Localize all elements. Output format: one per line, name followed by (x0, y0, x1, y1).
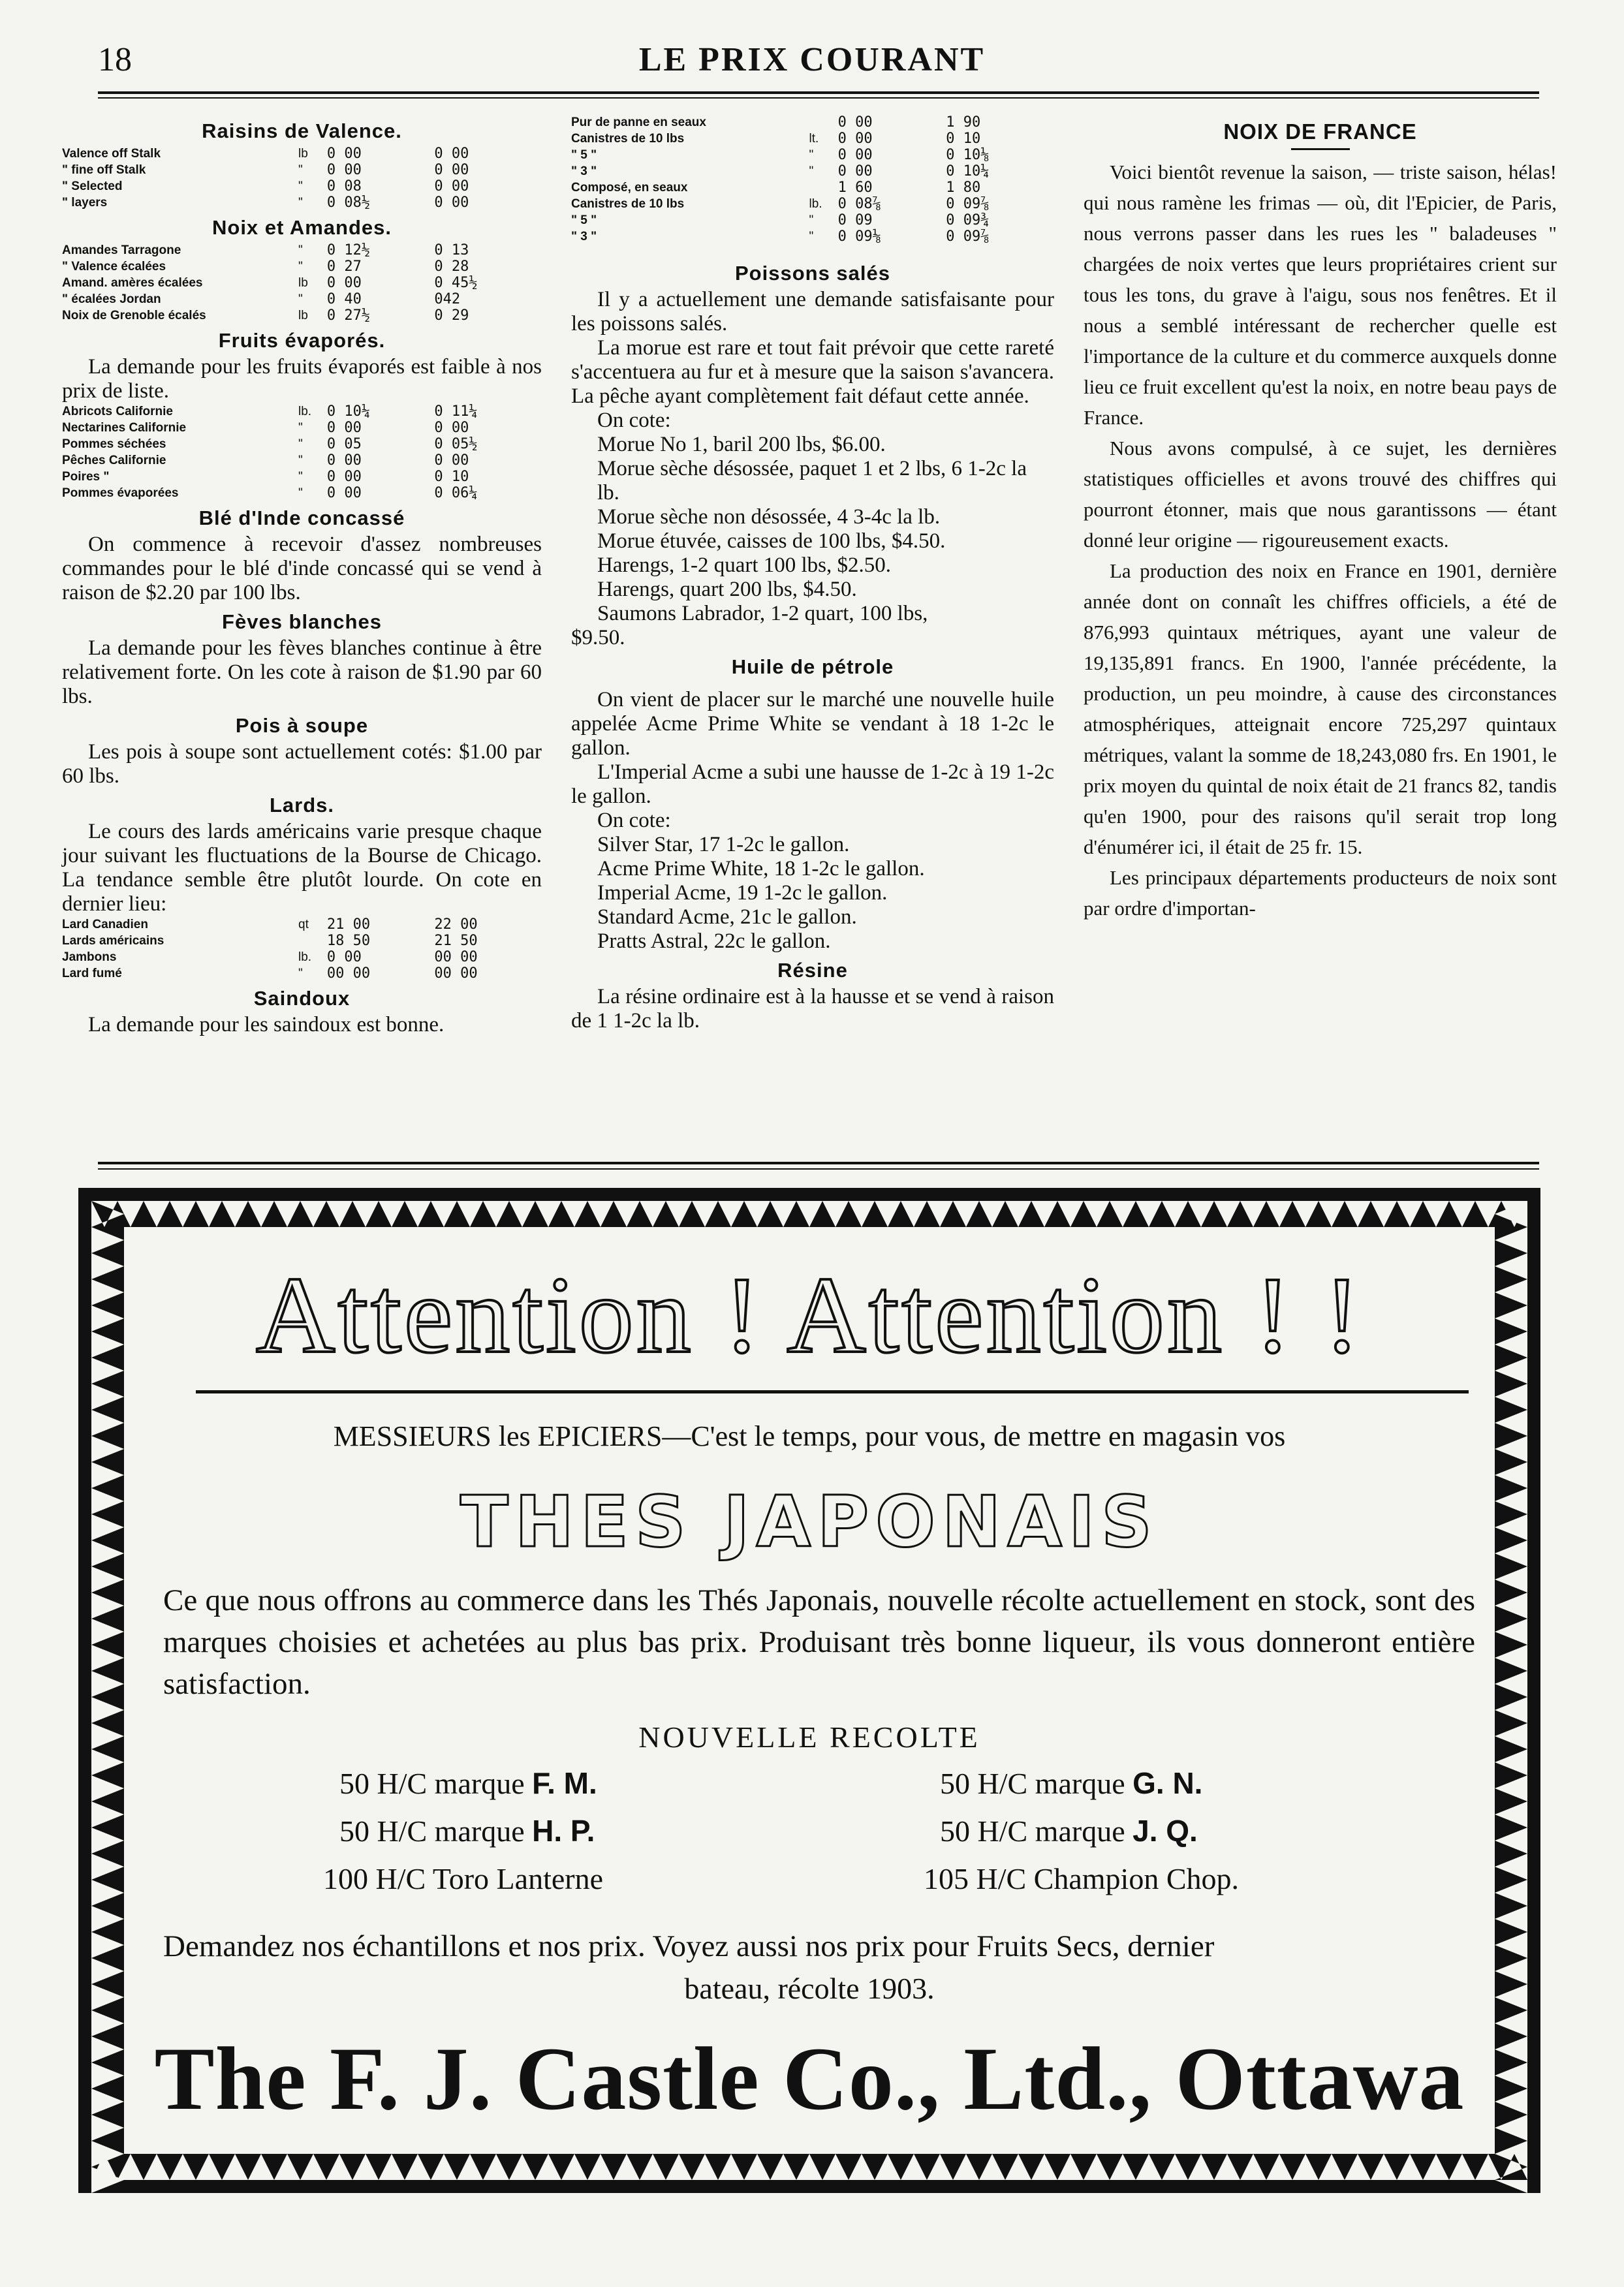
item-unit: " (298, 292, 303, 306)
paragraph: On vient de placer sur le marché une nouvelle huile appelée Acme Prime White se vendant à 18 1-2c le gallon. (571, 688, 1054, 760)
price-row (62, 485, 542, 501)
price-row (62, 933, 542, 949)
price-row (62, 242, 542, 258)
item-name: Amand. amères écalées (62, 276, 203, 290)
price-table-noix (62, 242, 542, 324)
price-high: 0 10¼ (946, 163, 990, 179)
price-high: 22 00 (434, 916, 478, 933)
price-row (62, 436, 542, 452)
price-low: 0 00 (837, 114, 873, 131)
price-high: 0 00 (434, 146, 469, 162)
price-low: 00 00 (326, 965, 371, 982)
price-high: 0 05½ (434, 436, 478, 452)
ad-headline: Attention ! Attention ! ! (256, 1254, 1363, 1376)
price-low: 0 08⅞ (837, 196, 881, 212)
section-heading: Noix et Amandes. (212, 216, 392, 239)
product-item (940, 1766, 1202, 1801)
item-unit: " (298, 454, 303, 467)
list-item: Morue No 1, baril 200 lbs, $6.00. (597, 433, 886, 456)
price-low: 0 12½ (326, 242, 371, 258)
item-name: Canistres de 10 lbs (571, 197, 685, 211)
price-high: 0 10 (946, 131, 981, 147)
item-unit: lb. (298, 405, 312, 418)
paragraph: Il y a actuellement une demande satisfaisante pour les poissons salés. (571, 288, 1054, 335)
price-low: 0 09⅛ (837, 228, 881, 245)
item-name: Valence off Stalk (62, 147, 161, 161)
ad-footer-2: bateau, récolte 1903. (684, 1972, 935, 2005)
price-row (62, 420, 542, 436)
list-item: Imperial Acme, 19 1-2c le gallon. (597, 881, 888, 905)
price-table-lards (62, 916, 542, 982)
price-low: 0 00 (326, 162, 362, 178)
section-heading: Huile de pétrole (731, 655, 894, 678)
item-name: Lard fumé (62, 967, 122, 980)
price-high: 00 00 (434, 965, 478, 982)
price-low: 0 27 (326, 258, 362, 275)
paragraph: Nous avons compulsé, à ce sujet, les dernières statistiques officielles et avons trouvé des chiffres qui pourront étonner, mais que nous garantissons — étant donné leur origine — rigoureusement exacts. (1084, 437, 1557, 552)
price-low: 0 00 (837, 147, 873, 163)
item-name: " écalées Jordan (62, 292, 161, 306)
page-number: 18 (98, 41, 132, 78)
price-high: 0 00 (434, 452, 469, 469)
item-name: Lards américains (62, 934, 164, 948)
price-low: 0 27½ (326, 307, 371, 324)
price-high: 00 00 (434, 949, 478, 965)
price-high: 0 28 (434, 258, 469, 275)
product-item (924, 1861, 1239, 1896)
title-rule (1291, 148, 1350, 150)
price-high: 0 09⅞ (946, 196, 990, 212)
item-unit: " (809, 213, 814, 227)
price-row (62, 307, 542, 324)
price-low: 0 09 (837, 212, 873, 228)
list-item: Morue sèche désossée, paquet 1 et 2 lbs, 6 1-2c la lb. (597, 457, 1027, 505)
item-unit: lt. (809, 132, 819, 146)
section-heading: Lards. (269, 794, 335, 817)
price-low: 0 00 (326, 469, 362, 485)
section-heading: Fruits évaporés. (218, 329, 386, 352)
item-unit: lb. (298, 950, 312, 964)
price-low: 0 00 (837, 131, 873, 147)
item-mark: J. Q. (1132, 1814, 1198, 1848)
item-name: Nectarines Californie (62, 421, 187, 435)
price-row (571, 179, 1054, 196)
price-row (571, 196, 1054, 212)
price-high: 0 10⅛ (946, 147, 990, 163)
item-unit: lb (298, 276, 308, 290)
price-low: 0 00 (837, 163, 873, 179)
item-unit (809, 179, 837, 196)
price-low: 1 60 (837, 179, 873, 196)
item-name: Composé, en seaux (571, 181, 688, 194)
item-unit (809, 114, 837, 131)
item-unit: lb (298, 147, 308, 161)
item-unit: lb (298, 309, 308, 322)
price-row (62, 949, 542, 965)
section-heading: Poissons salés (734, 262, 890, 285)
paragraph: Voici bientôt revenue la saison, — triste saison, hélas! qui nous ramène les frimas — où, dit l'Epicier, de Paris, nous verrons passer dans les rues les " baladeuses " chargées de noix vertes que leurs propriétaires crient sur tous les tons, du grave à l'aigu, sous nos fenêtres. Et il nous a semblé intéressant de rechercher quelle est l'importance de la culture et du commerce auxquels donne lieu ce fruit excellent qu'est la noix, en notre beau pays de France. (1084, 161, 1557, 429)
price-row (62, 162, 542, 178)
paragraph: On commence à recevoir d'assez nombreuses commandes pour le blé d'inde concassé qui se vend à raison de $2.20 par 100 lbs. (62, 533, 542, 604)
paragraph: La résine ordinaire est à la hausse et se vend à raison de 1 1-2c la lb. (571, 985, 1054, 1033)
price-row (62, 965, 542, 982)
paragraph: La demande pour les fruits évaporés est faible à nos prix de liste. (62, 355, 542, 403)
section-heading: Saindoux (253, 987, 351, 1010)
item-unit: " (298, 486, 303, 500)
item-unit: " (298, 163, 303, 177)
item-name: " 3 " (571, 164, 597, 178)
price-low: 0 00 (326, 420, 362, 436)
price-row (62, 452, 542, 469)
price-row (571, 131, 1054, 147)
section-heading: Résine (777, 959, 848, 982)
item-unit: lb. (809, 197, 822, 211)
item-name: Pommes séchées (62, 437, 166, 451)
item-unit: " (298, 421, 303, 435)
price-high: 0 06¼ (434, 485, 478, 501)
price-table-fruits (62, 403, 542, 501)
item-name: " 5 " (571, 213, 597, 227)
item-qty: 100 H/C Toro Lanterne (323, 1862, 604, 1895)
item-qty: 50 H/C marque (339, 1767, 533, 1800)
on-cote-label: On cote: (597, 809, 671, 832)
item-unit: " (298, 196, 303, 210)
list-item: Morue étuvée, caisses de 100 lbs, $4.50. (597, 529, 946, 553)
list-item: Harengs, 1-2 quart 100 lbs, $2.50. (597, 553, 892, 577)
item-name: Amandes Tarragone (62, 243, 181, 257)
header-rule (98, 91, 1539, 99)
paragraph: Les pois à soupe sont actuellement cotés: $1.00 par 60 lbs. (62, 740, 542, 788)
paragraph: La demande pour les saindoux est bonne. (88, 1013, 445, 1036)
recolte-heading: NOUVELLE RECOLTE (638, 1720, 980, 1754)
newspaper-title: LE PRIX COURANT (638, 41, 986, 78)
price-high: 0 11¼ (434, 403, 478, 420)
item-name: Pommes évaporées (62, 486, 179, 500)
item-unit: " (809, 164, 814, 178)
product-item (323, 1861, 603, 1896)
column-2 (571, 114, 1054, 1033)
price-row (571, 114, 1054, 131)
column-3 (1084, 114, 1557, 924)
company-name: The F. J. Castle Co., Ltd., Ottawa (154, 2029, 1465, 2128)
price-row (62, 403, 542, 420)
list-item: Saumons Labrador, 1-2 quart, 100 lbs, (597, 602, 928, 625)
list-item: $9.50. (571, 626, 625, 649)
paragraph: La demande pour les fèves blanches continue à être relativement forte. On les cote à raison de $1.90 par 60 lbs. (62, 636, 542, 708)
ad-paragraph: Ce que nous offrons au commerce dans les Thés Japonais, nouvelle récolte actuellement en stock, sont des marques choisies et achetées au plus bas prix. Produisant très bonne liqueur, ils vous donneront entière satisfaction. (163, 1583, 1475, 1701)
ad-content (137, 1234, 1482, 2147)
price-low: 0 00 (326, 949, 362, 965)
price-high: 0 09⅞ (946, 228, 990, 245)
item-name: " Valence écalées (62, 260, 166, 273)
list-item: Morue sèche non désossée, 4 3-4c la lb. (597, 505, 941, 529)
price-high: 0 13 (434, 242, 469, 258)
price-row (62, 291, 542, 307)
item-unit: " (298, 437, 303, 451)
price-high: 0 10 (434, 469, 469, 485)
price-low: 0 40 (326, 291, 362, 307)
price-low: 0 05 (326, 436, 362, 452)
price-high: 042 (434, 291, 461, 307)
price-high: 0 00 (434, 420, 469, 436)
price-row (62, 469, 542, 485)
ad-footer: Demandez nos échantillons et nos prix. Voyez aussi nos prix pour Fruits Secs, dernier (163, 1929, 1215, 1963)
price-row (62, 275, 542, 291)
huile-list (571, 833, 1054, 954)
price-row (571, 147, 1054, 163)
poissons-list (571, 433, 1054, 626)
price-high: 0 00 (434, 194, 469, 211)
price-row (62, 258, 542, 275)
price-row (62, 916, 542, 933)
price-row (62, 178, 542, 194)
item-name: " layers (62, 196, 108, 210)
price-row (571, 228, 1054, 245)
article-title: NOIX DE FRANCE (1223, 119, 1417, 144)
price-low: 0 08 (326, 178, 362, 194)
paragraph: L'Imperial Acme a subi une hausse de 1-2c à 19 1-2c le gallon. (571, 760, 1054, 808)
item-unit: " (809, 148, 814, 162)
product-item (339, 1813, 595, 1848)
price-high: 0 00 (434, 178, 469, 194)
item-name: " 3 " (571, 230, 597, 243)
item-name: Canistres de 10 lbs (571, 132, 685, 146)
section-heading: Blé d'Inde concassé (198, 506, 405, 529)
item-qty: 50 H/C marque (940, 1767, 1133, 1800)
price-table-saindoux (571, 114, 1054, 245)
item-unit: " (298, 179, 303, 193)
ad-intro: MESSIEURS les EPICIERS—C'est le temps, pour vous, de mettre en magasin vos (333, 1420, 1286, 1452)
item-qty: 50 H/C marque (339, 1814, 533, 1848)
item-name: " 5 " (571, 148, 597, 162)
section-heading: Raisins de Valence. (202, 119, 402, 142)
price-row (571, 212, 1054, 228)
price-low: 18 50 (326, 933, 371, 949)
price-low: 0 00 (326, 485, 362, 501)
price-row (571, 163, 1054, 179)
product-name: THES JAPONAIS (460, 1482, 1159, 1563)
paragraph: Le cours des lards américains varie presque chaque jour suivant les fluctuations de la Bourse de Chicago. La tendance semble être plutôt lourde. On cote en dernier lieu: (62, 820, 542, 916)
headline-rule (196, 1390, 1469, 1393)
paragraph: La morue est rare et tout fait prévoir que cette rareté s'accentuera au fur et à mesure que la saison s'avancera. La pêche ayant complètement fait défaut cette année. (571, 336, 1054, 408)
item-unit: " (298, 243, 303, 257)
item-unit: " (298, 470, 303, 484)
price-high: 0 09¾ (946, 212, 990, 228)
column-1 (62, 114, 542, 1037)
price-high: 0 45½ (434, 275, 478, 291)
price-high: 1 80 (946, 179, 981, 196)
price-low: 0 10¼ (326, 403, 371, 420)
item-mark: F. M. (532, 1766, 597, 1800)
list-item: Harengs, quart 200 lbs, $4.50. (597, 578, 857, 601)
price-low: 0 00 (326, 146, 362, 162)
paragraph: La production des noix en France en 1901, dernière année dont on connaît les chiffres officiels, a été de 876,993 quintaux métriques, ayant une valeur de 19,135,891 francs. En 1900, l'année précédente, la production, un peu moindre, à cause des circonstances atmosphériques, atteignait encore 725,297 quintaux métriques, valant la somme de 18,243,080 frs. En 1901, le prix moyen du quintal de noix était de 21 francs 82, tandis qu'en 1900, pour des raisons qu'il serait trop long d'énumérer ici, il était de 25 fr. 15. (1084, 559, 1557, 858)
item-unit (298, 933, 327, 949)
item-name: Poires " (62, 470, 110, 484)
list-item: Pratts Astral, 22c le gallon. (597, 929, 831, 953)
on-cote-label: On cote: (597, 409, 671, 432)
item-unit: " (298, 967, 303, 980)
section-heading: Pois à soupe (235, 714, 369, 737)
item-unit: qt (298, 918, 309, 931)
item-qty: 105 H/C Champion Chop. (924, 1862, 1240, 1895)
item-name: Noix de Grenoble écalés (62, 309, 206, 322)
price-row (62, 146, 542, 162)
item-name: " fine off Stalk (62, 163, 146, 177)
price-low: 0 08½ (326, 194, 371, 211)
item-unit: " (809, 230, 814, 243)
price-low: 21 00 (326, 916, 371, 933)
item-qty: 50 H/C marque (940, 1814, 1133, 1848)
price-high: 1 90 (946, 114, 981, 131)
price-row (62, 194, 542, 211)
price-high: 0 00 (434, 162, 469, 178)
advertisement (78, 1188, 1540, 2193)
list-item: Acme Prime White, 18 1-2c le gallon. (597, 857, 925, 880)
paragraph: Les principaux départements producteurs de noix sont par ordre d'importan- (1084, 866, 1557, 920)
item-name: Lard Canadien (62, 918, 148, 931)
price-low: 0 00 (326, 275, 362, 291)
price-high: 21 50 (434, 933, 478, 949)
item-name: Jambons (62, 950, 117, 964)
price-high: 0 29 (434, 307, 469, 324)
list-item: Silver Star, 17 1-2c le gallon. (597, 833, 850, 856)
price-table-raisins (62, 146, 542, 211)
item-name: Pur de panne en seaux (571, 116, 706, 129)
product-item (940, 1813, 1198, 1848)
list-item: Standard Acme, 21c le gallon. (597, 905, 857, 929)
price-low: 0 00 (326, 452, 362, 469)
section-separator (98, 1162, 1539, 1170)
item-mark: G. N. (1132, 1766, 1203, 1800)
item-unit: " (298, 260, 303, 273)
section-heading: Fèves blanches (222, 610, 382, 633)
product-grid (137, 1766, 1482, 1909)
product-item (339, 1766, 597, 1801)
item-name: Pêches Californie (62, 454, 166, 467)
item-mark: H. P. (532, 1814, 595, 1848)
item-name: Abricots Californie (62, 405, 173, 418)
item-name: " Selected (62, 179, 123, 193)
